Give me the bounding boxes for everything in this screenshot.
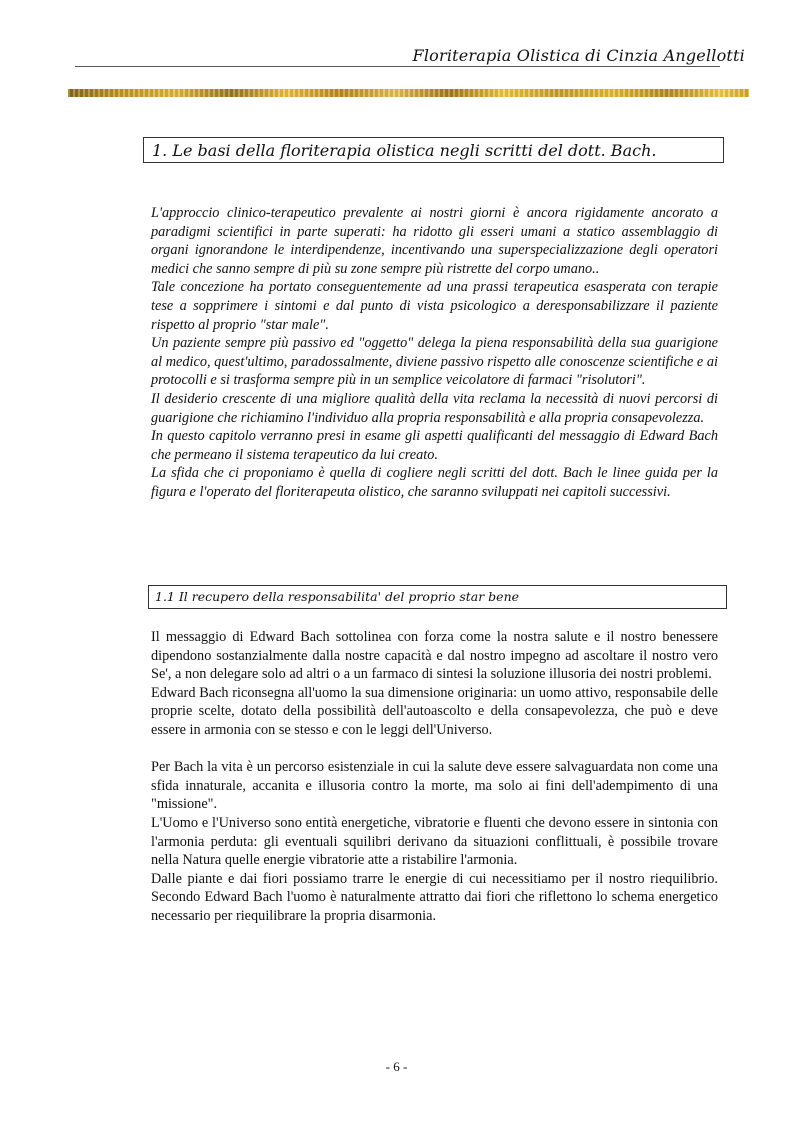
decorative-gold-band xyxy=(68,89,749,97)
paragraph: L'Uomo e l'Universo sono entità energetiche, vibratorie e fluenti che devono essere in sintonia con l'armonia perduta: gli eventuali squilibri derivano da situazioni conflittuali, è possibile trovare nella Natura quelle energie vibratorie atte a ristabilire l'armonia. xyxy=(151,814,718,869)
section-1-body xyxy=(151,204,718,502)
paragraph: Il messaggio di Edward Bach sottolinea con forza come la nostra salute e il nostro benessere dipendono sostanzialmente dalla nostre capacità e dal nostro impegno ad ascoltare il nostro vero Se', a non delegare solo ad altri o a un farmaco di sintesi la soluzione illusoria dei nostri problemi. xyxy=(151,629,718,683)
running-header-title: Floriterapia Olistica di Cinzia Angellotti xyxy=(412,46,745,65)
section-heading-1-1: 1.1 Il recupero della responsabilita' del proprio star bene xyxy=(148,585,727,609)
paragraph: In questo capitolo verranno presi in esame gli aspetti qualificanti del messaggio di Edward Bach che permeano il sistema terapeutico da lui creato. xyxy=(151,428,718,463)
paragraph: Per Bach la vita è un percorso esistenziale in cui la salute deve essere salvaguardata non come una sfida innaturale, accanita e illusoria contro la morte, ma solo ai fini dell'adempimento di una "missione". xyxy=(151,759,718,813)
section-heading-1: 1. Le basi della floriterapia olistica negli scritti del dott. Bach. xyxy=(143,137,724,163)
paragraph: Un paziente sempre più passivo ed "oggetto" delega la piena responsabilità della sua guarigione al medico, quest'ultimo, paradossalmente, diviene passivo rispetto alle conoscenze scientifiche e ai protocolli e si trasforma sempre più in un semplice veicolatore di farmaci "risolutori". xyxy=(151,335,718,389)
paragraph: Edward Bach riconsegna all'uomo la sua dimensione originaria: un uomo attivo, responsabile delle proprie scelte, dotato della possibilità dell'autoascolto e della consapevolezza, che può e deve essere in armonia con se stesso e con le leggi dell'Universo. xyxy=(151,684,718,738)
paragraph: L'approccio clinico-terapeutico prevalente ai nostri giorni è ancora rigidamente ancorato a paradigmi scientifici in parte superati: ha ridotto gli esseri umani a statico assemblaggio di organi ignorandone le interdipendenze, incentivando una superspecializzazione degli operatori medici che sanno sempre di più su zone sempre più ristrette del corpo umano.. xyxy=(151,205,718,277)
paragraph: Il desiderio crescente di una migliore qualità della vita reclama la necessità di nuovi percorsi di guarigione che richiamino l'individuo alla propria responsabilità e alla propria consapevolezza. xyxy=(151,390,718,426)
paragraph-spacer xyxy=(151,740,718,759)
paragraph: Tale concezione ha portato conseguentemente ad una prassi terapeutica esasperata con terapie tese a sopprimere i sintomi e dal punto di vista psicologico a deresponsabilizzare il paziente rispetto al proprio "star male". xyxy=(151,279,718,333)
header-rule xyxy=(75,66,720,67)
page-number: - 6 - xyxy=(385,1059,408,1074)
paragraph: La sfida che ci proponiamo è quella di cogliere negli scritti del dott. Bach le linee guida per la figura e l'operato del floriterapeuta olistico, che saranno sviluppati nei capitoli successivi. xyxy=(151,465,718,500)
paragraph: Dalle piante e dai fiori possiamo trarre le energie di cui necessitiamo per il nostro riequilibrio. Secondo Edward Bach l'uomo è naturalmente attratto dai fiori che riflettono lo schema energetico necessario per riequilibrare la propria disarmonia. xyxy=(151,870,718,924)
section-1-1-body xyxy=(151,628,718,926)
